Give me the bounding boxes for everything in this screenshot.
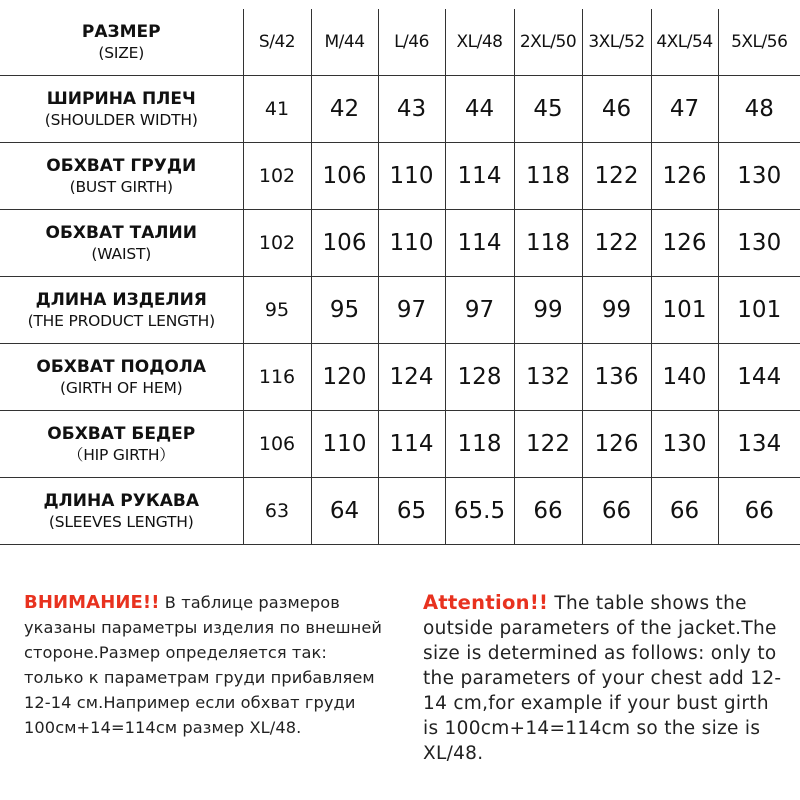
value-cell: 99 [582, 277, 651, 344]
row-label-cell [0, 210, 243, 277]
value-cell: 130 [718, 143, 800, 210]
value-cell: 42 [311, 76, 378, 143]
value-cell: 106 [243, 411, 311, 478]
size-header-label-cell [0, 9, 243, 76]
value-cell: 65 [378, 478, 445, 545]
row-label-cell [0, 143, 243, 210]
value-cell: 132 [514, 344, 582, 411]
row-label-cell [0, 478, 243, 545]
value-cell: 95 [243, 277, 311, 344]
value-cell: 41 [243, 76, 311, 143]
value-cell: 122 [582, 210, 651, 277]
value-cell: 101 [651, 277, 718, 344]
value-cell: 130 [651, 411, 718, 478]
value-cell: 65.5 [445, 478, 514, 545]
row-label-en: (BUST GIRTH) [69, 178, 173, 196]
value-cell: 48 [718, 76, 800, 143]
row-label-ru: ШИРИНА ПЛЕЧ [46, 89, 196, 109]
value-cell: 46 [582, 76, 651, 143]
row-label-en: (SLEEVES LENGTH) [48, 513, 194, 531]
value-cell: 134 [718, 411, 800, 478]
table-row [0, 478, 800, 545]
size-header-cell: 2XL/50 [514, 9, 582, 76]
value-cell: 126 [651, 143, 718, 210]
value-cell: 124 [378, 344, 445, 411]
note-english [423, 590, 783, 766]
row-label-ru: ДЛИНА РУКАВА [43, 491, 200, 511]
value-cell: 126 [651, 210, 718, 277]
size-label-en: (SIZE) [98, 44, 145, 62]
value-cell: 118 [514, 143, 582, 210]
value-cell: 118 [445, 411, 514, 478]
table-row [0, 411, 800, 478]
value-cell: 114 [445, 210, 514, 277]
value-cell: 120 [311, 344, 378, 411]
value-cell: 122 [514, 411, 582, 478]
value-cell: 97 [378, 277, 445, 344]
value-cell: 99 [514, 277, 582, 344]
note-ru-warning: ВНИМАНИЕ!! [24, 592, 160, 613]
size-label-ru: РАЗМЕР [81, 22, 161, 42]
size-header-cell: 3XL/52 [582, 9, 651, 76]
row-label-en: (THE PRODUCT LENGTH) [27, 312, 215, 330]
size-header-cell: XL/48 [445, 9, 514, 76]
value-cell: 44 [445, 76, 514, 143]
value-cell: 110 [311, 411, 378, 478]
row-label-ru: ОБХВАТ ПОДОЛА [36, 357, 207, 377]
table-row [0, 143, 800, 210]
size-header-cell: S/42 [243, 9, 311, 76]
value-cell: 114 [378, 411, 445, 478]
row-label-en: (WAIST) [91, 245, 152, 263]
size-header-cell: 5XL/56 [718, 9, 800, 76]
note-ru-text: В таблице размеров указаны параметры изделия по внешней стороне.Размер определяется так: только к параметрам груди прибавляем 12-14 см.Например если обхват груди 100см+14=114см размер XL/48. [24, 593, 383, 737]
row-label-cell [0, 277, 243, 344]
table-row [0, 344, 800, 411]
value-cell: 110 [378, 210, 445, 277]
value-cell: 110 [378, 143, 445, 210]
value-cell: 66 [651, 478, 718, 545]
value-cell: 140 [651, 344, 718, 411]
table-row [0, 76, 800, 143]
value-cell: 130 [718, 210, 800, 277]
value-cell: 128 [445, 344, 514, 411]
table-row [0, 277, 800, 344]
row-label-ru: ОБХВАТ ТАЛИИ [45, 223, 197, 243]
size-header-row [0, 9, 800, 76]
note-en-warning: Attention!! [423, 591, 549, 614]
value-cell: 106 [311, 210, 378, 277]
row-label-cell [0, 344, 243, 411]
value-cell: 122 [582, 143, 651, 210]
value-cell: 102 [243, 143, 311, 210]
row-label-cell [0, 76, 243, 143]
value-cell: 45 [514, 76, 582, 143]
value-cell: 43 [378, 76, 445, 143]
row-label-ru: ДЛИНА ИЗДЕЛИЯ [35, 290, 207, 310]
size-chart-table [0, 9, 800, 545]
value-cell: 64 [311, 478, 378, 545]
value-cell: 114 [445, 143, 514, 210]
value-cell: 144 [718, 344, 800, 411]
row-label-ru: ОБХВАТ ГРУДИ [46, 156, 197, 176]
value-cell: 47 [651, 76, 718, 143]
value-cell: 136 [582, 344, 651, 411]
size-header-cell: 4XL/54 [651, 9, 718, 76]
value-cell: 63 [243, 478, 311, 545]
table-row [0, 210, 800, 277]
value-cell: 101 [718, 277, 800, 344]
value-cell: 66 [582, 478, 651, 545]
value-cell: 66 [718, 478, 800, 545]
value-cell: 95 [311, 277, 378, 344]
size-header-cell: M/44 [311, 9, 378, 76]
note-en-text: The table shows the outside parameters of the jacket.The size is determined as follows: only to the parameters of your chest add 12-14 cm,for example if your bust girth is 100cm+14=114cm so the size is XL/48. [423, 593, 782, 764]
value-cell: 116 [243, 344, 311, 411]
row-label-ru: ОБХВАТ БЕДЕР [47, 424, 196, 444]
row-label-en: （HIP GIRTH） [67, 446, 175, 464]
row-label-en: (SHOULDER WIDTH) [44, 111, 198, 129]
value-cell: 106 [311, 143, 378, 210]
value-cell: 66 [514, 478, 582, 545]
value-cell: 97 [445, 277, 514, 344]
value-cell: 126 [582, 411, 651, 478]
value-cell: 102 [243, 210, 311, 277]
value-cell: 118 [514, 210, 582, 277]
note-russian [24, 590, 386, 740]
size-header-cell: L/46 [378, 9, 445, 76]
row-label-cell [0, 411, 243, 478]
row-label-en: (GIRTH OF HEM) [60, 379, 183, 397]
